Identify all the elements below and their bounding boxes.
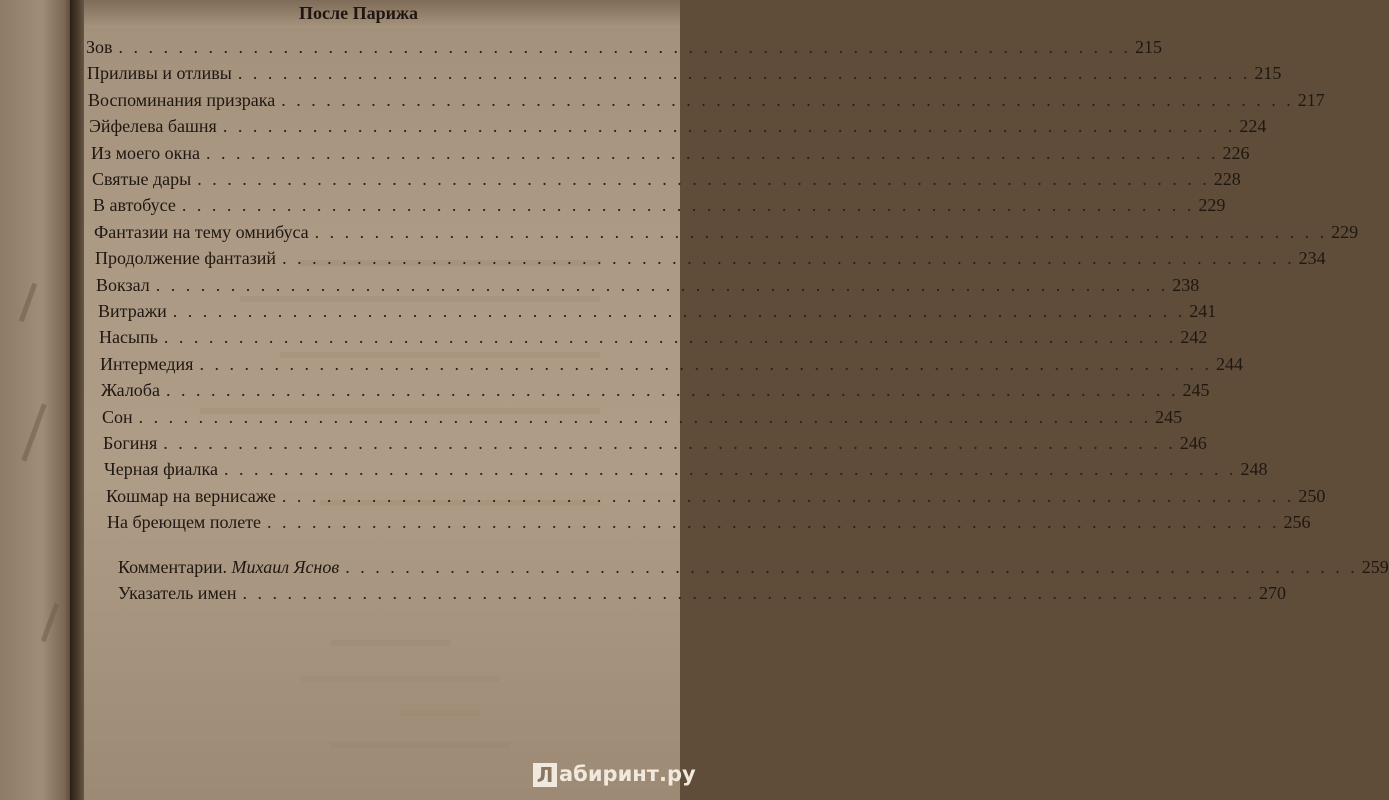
toc-entry-page: 238	[1172, 275, 1200, 295]
toc-entry	[99, 325, 1208, 349]
dot-leader	[282, 246, 1295, 270]
toc-entry-label: Из моего окна	[91, 143, 201, 163]
toc-entry	[106, 484, 1326, 508]
dot-leader	[224, 457, 1237, 481]
toc-entry-page: 228	[1213, 169, 1241, 189]
toc-entry-page: 215	[1254, 63, 1282, 83]
toc-entry-label: Сон	[102, 407, 133, 427]
dot-leader	[166, 378, 1179, 402]
watermark-text: абиринт.ру	[559, 762, 696, 786]
toc-entry-label: Приливы и отливы	[87, 63, 232, 83]
left-page	[0, 0, 76, 800]
section-title: После Парижа	[299, 3, 419, 23]
dot-leader	[315, 220, 1328, 244]
dot-leader	[156, 273, 1169, 297]
toc-entry-page: 229	[1331, 222, 1359, 242]
toc-entry-page: 229	[1198, 195, 1226, 215]
toc-entry	[102, 405, 1183, 429]
toc-entry	[94, 220, 1359, 244]
toc-entry-label: Продолжение фантазий	[95, 248, 277, 268]
dot-leader	[345, 555, 1358, 579]
toc-entry-page: 217	[1297, 90, 1325, 110]
toc-entry-label: Комментарии. Михаил Яснов	[118, 557, 340, 577]
toc-entry-label: Фантазии на тему омнибуса	[94, 222, 309, 242]
dot-leader	[197, 167, 1210, 191]
toc-entry	[101, 378, 1210, 402]
toc-entry-label: Эйфелева башня	[89, 116, 217, 136]
toc-entry	[93, 193, 1226, 217]
dot-leader	[182, 193, 1195, 217]
toc-entry-label: Насыпь	[99, 327, 158, 347]
toc-entry-author: Михаил Яснов	[231, 557, 340, 577]
toc-entry-page: 244	[1215, 354, 1243, 374]
dot-leader	[281, 88, 1294, 112]
toc-entry	[89, 114, 1267, 138]
toc-entry-page: 241	[1189, 301, 1217, 321]
dot-leader	[163, 431, 1176, 455]
toc-entry-label: На бреющем полете	[107, 512, 262, 532]
dot-leader	[139, 405, 1152, 429]
toc-entry	[92, 167, 1241, 191]
toc-entry-label: Кошмар на вернисаже	[106, 486, 276, 506]
toc-entry-page: 256	[1283, 512, 1311, 532]
toc-entry-page: 245	[1155, 407, 1183, 427]
toc-entry-label: Богиня	[103, 433, 158, 453]
dot-leader	[173, 299, 1186, 323]
toc-entry	[95, 246, 1326, 270]
dot-leader	[164, 325, 1177, 349]
toc-entry-page: 215	[1135, 37, 1163, 57]
toc-entry-page: 242	[1180, 327, 1208, 347]
toc-entry-comments	[118, 555, 1389, 579]
dot-leader	[242, 581, 1255, 605]
toc-entry-label: Воспоминания призрака	[88, 90, 276, 110]
toc-entry-page: 250	[1298, 486, 1326, 506]
toc-entry	[103, 431, 1207, 455]
dot-leader	[238, 61, 1251, 85]
dot-leader	[206, 141, 1219, 165]
toc-entry-label: Указатель имен	[118, 583, 237, 603]
toc-entry-label: Интермедия	[100, 354, 194, 374]
toc-entry	[91, 141, 1250, 165]
labirint-watermark	[533, 762, 696, 787]
toc-entry-label: Зов	[86, 37, 113, 57]
dot-leader	[119, 35, 1132, 59]
toc-entry-page: 246	[1179, 433, 1207, 453]
dot-leader	[267, 510, 1280, 534]
toc-entry-label: Жалоба	[101, 380, 160, 400]
toc-entry-page: 234	[1298, 248, 1326, 268]
toc-entry	[104, 457, 1268, 481]
toc-entry	[98, 299, 1217, 323]
toc-entry	[96, 273, 1200, 297]
toc-entry-page: 224	[1239, 116, 1267, 136]
toc-entry-label: В автобусе	[93, 195, 176, 215]
toc-entry-label: Витражи	[98, 301, 167, 321]
toc-entry-page: 248	[1240, 459, 1268, 479]
toc-entry	[86, 35, 1163, 59]
toc-entry	[88, 88, 1325, 112]
labirint-logo-icon: Л	[533, 763, 557, 787]
toc-entry-page: 226	[1222, 143, 1250, 163]
toc-entry-page: 270	[1258, 583, 1286, 603]
dot-leader	[282, 484, 1295, 508]
toc-entry	[87, 61, 1282, 85]
toc-entry-label: Черная фиалка	[104, 459, 218, 479]
toc-entry	[100, 352, 1243, 376]
toc-entry-index	[118, 581, 1286, 605]
dot-leader	[223, 114, 1236, 138]
toc-entry-page: 245	[1182, 380, 1210, 400]
toc-entry-label: Вокзал	[96, 275, 150, 295]
toc-entry	[107, 510, 1311, 534]
toc-entry-label: Святые дары	[92, 169, 192, 189]
dot-leader	[199, 352, 1212, 376]
toc-entry-page: 259	[1361, 557, 1389, 577]
